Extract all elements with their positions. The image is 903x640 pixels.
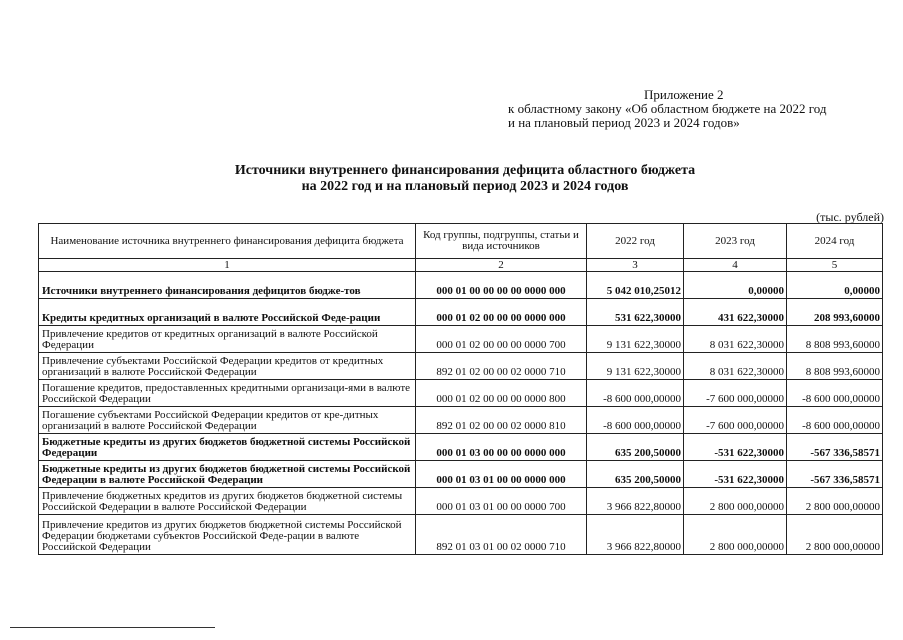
row-name: Привлечение кредитов от кредитных организаций в валюте Российской Федерации: [39, 326, 416, 353]
document-title: [160, 163, 770, 195]
financing-sources-table: [38, 223, 883, 555]
row-code: 000 01 03 00 00 00 0000 000: [416, 434, 587, 461]
column-index-row: [39, 259, 883, 272]
row-name: Кредиты кредитных организаций в валюте Российской Феде-рации: [39, 299, 416, 326]
row-name: Бюджетные кредиты из других бюджетов бюджетной системы Российской Федерации в валюте Российской Федерации: [39, 461, 416, 488]
row-code: 892 01 02 00 00 02 0000 810: [416, 407, 587, 434]
appendix-line-3: и на плановый период 2023 и 2024 годов»: [508, 115, 740, 130]
row-name: Привлечение субъектами Российской Федерации кредитов от кредитных организаций в валюте Российской Федерации: [39, 353, 416, 380]
table-row: [39, 353, 883, 380]
row-2023: -7 600 000,00000: [684, 407, 787, 434]
row-name: Привлечение бюджетных кредитов из других бюджетов бюджетной системы Российской Федерации в валюте Российской Федерации: [39, 488, 416, 515]
table-row: [39, 488, 883, 515]
row-2024: 2 800 000,00000: [787, 488, 883, 515]
header-code: Код группы, подгруппы, статьи и вида источников: [416, 224, 587, 259]
row-2024: 208 993,60000: [787, 299, 883, 326]
row-2024: -567 336,58571: [787, 461, 883, 488]
row-code: 000 01 00 00 00 00 0000 000: [416, 272, 587, 299]
table-row: [39, 299, 883, 326]
row-2023: -531 622,30000: [684, 434, 787, 461]
row-2022: 635 200,50000: [587, 434, 684, 461]
row-code: 892 01 03 01 00 02 0000 710: [416, 515, 587, 555]
units-label: (тыс. рублей): [816, 210, 884, 224]
row-2023: 2 800 000,00000: [684, 515, 787, 555]
row-2024: 2 800 000,00000: [787, 515, 883, 555]
row-2023: -531 622,30000: [684, 461, 787, 488]
table-row: [39, 461, 883, 488]
table-header-row: [39, 224, 883, 259]
table-row: [39, 515, 883, 555]
table-row: [39, 434, 883, 461]
header-2022: 2022 год: [587, 224, 684, 259]
row-2022: 5 042 010,25012: [587, 272, 684, 299]
row-code: 000 01 03 01 00 00 0000 000: [416, 461, 587, 488]
index-cell: 5: [787, 259, 883, 272]
row-2022: 635 200,50000: [587, 461, 684, 488]
row-2023: 0,00000: [684, 272, 787, 299]
index-cell: 4: [684, 259, 787, 272]
index-cell: 3: [587, 259, 684, 272]
row-2023: 2 800 000,00000: [684, 488, 787, 515]
row-2022: -8 600 000,00000: [587, 407, 684, 434]
table-row: [39, 407, 883, 434]
row-code: 892 01 02 00 00 02 0000 710: [416, 353, 587, 380]
row-2022: 9 131 622,30000: [587, 326, 684, 353]
row-name: Привлечение кредитов из других бюджетов бюджетной системы Российской Федерации бюджетами субъектов Российской Феде-рации в валюте Российской Федерации: [39, 515, 416, 555]
header-name: Наименование источника внутреннего финансирования дефицита бюджета: [39, 224, 416, 259]
row-name: Погашение субъектами Российской Федерации кредитов от кре-дитных организаций в валюте Российской Федерации: [39, 407, 416, 434]
row-2023: -7 600 000,00000: [684, 380, 787, 407]
header-2023: 2023 год: [684, 224, 787, 259]
row-2022: -8 600 000,00000: [587, 380, 684, 407]
row-2024: 8 808 993,60000: [787, 353, 883, 380]
row-name: Бюджетные кредиты из других бюджетов бюджетной системы Российской Федерации: [39, 434, 416, 461]
row-2024: -567 336,58571: [787, 434, 883, 461]
row-code: 000 01 02 00 00 00 0000 000: [416, 299, 587, 326]
row-name: Погашение кредитов, предоставленных кредитными организаци-ями в валюте Российской Федерации: [39, 380, 416, 407]
appendix-note: [508, 88, 893, 130]
row-code: 000 01 02 00 00 00 0000 700: [416, 326, 587, 353]
row-2024: 0,00000: [787, 272, 883, 299]
title-line-2: на 2022 год и на плановый период 2023 и 2024 годов: [301, 179, 629, 194]
row-2022: 3 966 822,80000: [587, 515, 684, 555]
row-name: Источники внутреннего финансирования дефицитов бюдже-тов: [39, 272, 416, 299]
row-2022: 9 131 622,30000: [587, 353, 684, 380]
row-2024: -8 600 000,00000: [787, 407, 883, 434]
index-cell: 2: [416, 259, 587, 272]
index-cell: 1: [39, 259, 416, 272]
row-code: 000 01 03 01 00 00 0000 700: [416, 488, 587, 515]
table-row: [39, 380, 883, 407]
row-2024: 8 808 993,60000: [787, 326, 883, 353]
row-2023: 431 622,30000: [684, 299, 787, 326]
appendix-line-2: к областному закону «Об областном бюджете на 2022 год: [508, 101, 827, 116]
row-code: 000 01 02 00 00 00 0000 800: [416, 380, 587, 407]
row-2022: 3 966 822,80000: [587, 488, 684, 515]
row-2023: 8 031 622,30000: [684, 326, 787, 353]
header-2024: 2024 год: [787, 224, 883, 259]
row-2024: -8 600 000,00000: [787, 380, 883, 407]
row-2023: 8 031 622,30000: [684, 353, 787, 380]
row-2022: 531 622,30000: [587, 299, 684, 326]
table-row: [39, 326, 883, 353]
appendix-line-1: Приложение 2: [644, 87, 724, 102]
title-line-1: Источники внутреннего финансирования дефицита областного бюджета: [234, 163, 696, 178]
footer-divider-line: [10, 627, 215, 628]
table-row: [39, 272, 883, 299]
